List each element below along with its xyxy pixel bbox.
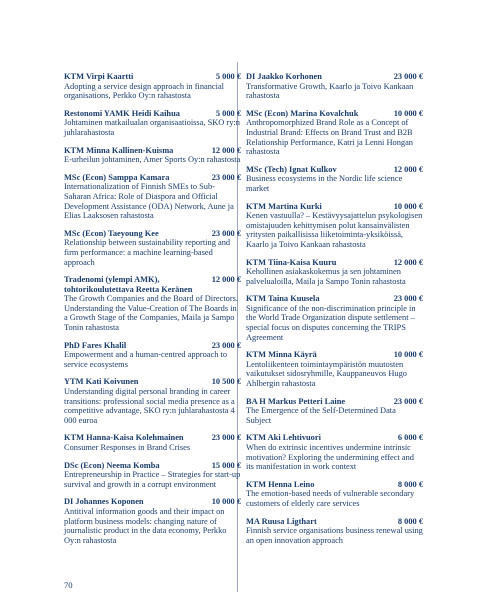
grant-amount: 10 000 € xyxy=(393,108,423,118)
recipient-name: KTM Martina Kurki xyxy=(246,201,322,211)
grant-entry xyxy=(64,461,241,490)
grant-amount: 10 500 € xyxy=(211,377,241,387)
grant-description: Relationship between sustainability reporting and firm performance: a machine learning-based approach xyxy=(64,238,231,267)
grant-entry xyxy=(64,146,241,165)
grant-amount: 10 000 € xyxy=(393,201,423,211)
grant-description: Understanding digital personal branding in career transitions: professional social media presence as a competitive advantage, SKO ry:n juhlarahastosta 4 000 euroa xyxy=(64,387,235,425)
grant-entry xyxy=(64,275,241,333)
grant-entry xyxy=(246,72,423,101)
grant-description: Lentoliikenteen toimintaympäristön muutosten vaikutukset sidosryhmille, Kauppaneuvos Hugo Ahlbergin rahastosta xyxy=(246,359,407,389)
grant-entry xyxy=(246,109,423,157)
recipient-name: MA Ruusa Ligthart xyxy=(246,516,317,526)
recipient-name: KTM Aki Lehtivuori xyxy=(246,433,321,443)
recipient-name: KTM Virpi Kaartti xyxy=(64,72,134,81)
recipient-name: BA H Markus Petteri Laine xyxy=(246,396,346,406)
grant-entry xyxy=(246,517,423,546)
grant-entry xyxy=(64,72,241,101)
grant-entry xyxy=(64,377,241,425)
grant-entry xyxy=(246,433,423,471)
grant-entry xyxy=(64,173,241,221)
grant-description: Anthropomorphized Brand Role as a Concept of Industrial Brand: Effects on Brand Trust and B2B Relationship Performance, Katri ja Lenni Hongan rahastosta xyxy=(246,118,413,157)
left-column xyxy=(64,72,241,545)
recipient-name: DI Johannes Koponen xyxy=(64,497,144,507)
grant-amount: 15 000 € xyxy=(211,460,241,470)
grant-amount: 12 000 € xyxy=(211,145,241,155)
grant-description: Adopting a service design approach in financial organisations, Perkko Oy:n rahastosta xyxy=(64,81,225,101)
recipient-name: KTM Henna Leino xyxy=(246,479,315,489)
grant-amount: 23 000 € xyxy=(211,340,241,350)
grant-entry xyxy=(64,433,241,452)
grant-description: Significance of the non-discrimination principle in the World Trade Organization dispute settlement – special focus on disputes concerning the TRIPS Agreement xyxy=(246,303,416,342)
grant-description: Entrepreneurship in Practice – Strategies for start-up survival and growth in a corrupt environment xyxy=(64,470,241,489)
grant-description: Johtaminen matkailualan organisaatioissa, SKO ry:n juhlarahastosta xyxy=(64,118,240,137)
grant-description: Transformative Growth, Kaarlo ja Toivo Kankaan rahastosta xyxy=(246,81,414,101)
recipient-name: DI Jaakko Korhonen xyxy=(246,72,322,81)
grant-description: E-urheilun johtaminen, Amer Sports Oy:n rahastosta xyxy=(64,155,241,165)
grant-entry xyxy=(246,397,423,426)
recipient-name: DSc (Econ) Neema Komba xyxy=(64,460,160,470)
grant-description: Kenen vastuulla? – Kestävyysajattelun psykologisen omistajuuden kehittymisen polut kansainvälisten yritysten paikallisissa liiketoiminta-yksiköissä, Kaarlo ja Toivo Kankaan rahastosta xyxy=(246,211,423,249)
recipient-name: KTM Minna Kallinen-Kuisma xyxy=(64,145,174,155)
recipient-name: KTM Minna Käyrä xyxy=(246,350,317,360)
grant-description: Business ecosystems in the Nordic life science market xyxy=(246,174,403,193)
grant-entry xyxy=(64,109,241,138)
grant-description: Finnish service organisations business renewal using an open innovation approach xyxy=(246,526,423,545)
grant-amount: 5 000 € xyxy=(215,108,241,118)
grant-entry xyxy=(64,229,241,267)
grant-amount: 12 000 € xyxy=(393,257,423,267)
grant-description: Antitival information goods and their impact on platform business models: changing nature of journalistic product in the data economy, Perkko Oy:n rahastosta xyxy=(64,506,227,545)
recipient-name: MSc (Econ) Marina Kovalchuk xyxy=(246,108,359,118)
grant-description: The Emergence of the Self-Determined Data Subject xyxy=(246,406,396,425)
grant-entry xyxy=(64,497,241,545)
recipient-name: PhD Fares Khalil xyxy=(64,340,127,350)
grant-entry xyxy=(246,480,423,509)
grant-amount: 23 000 € xyxy=(211,228,241,238)
grant-description: Empowerment and a human-centred approach to service ecosystems xyxy=(64,350,228,369)
grant-amount: 12 000 € xyxy=(393,164,423,174)
grant-amount: 23 000 € xyxy=(393,396,423,406)
recipient-name: YTM Kati Koivunen xyxy=(64,377,139,387)
grant-amount: 5 000 € xyxy=(215,72,241,81)
grant-description: Internationalization of Finnish SMEs to Sub-Saharan Africa: Role of Diaspora and Official Development Assistance (ODA) Network, Aune ja Elias Laaksosen rahastosta xyxy=(64,182,234,221)
grant-entry xyxy=(246,258,423,287)
recipient-name: KTM Tiina-Kaisa Kuuru xyxy=(246,257,337,267)
recipient-name: Tradenomi (ylempi AMK), tohtorikoulutettava Reetta Keränen xyxy=(64,275,193,294)
grant-description: When do extrinsic incentives undermine intrinsic motivation? Exploring the undermining effect and its manifestation in work context xyxy=(246,443,414,472)
recipient-name: KTM Hanna-Kaisa Kolehmainen xyxy=(64,433,184,443)
grant-amount: 10 000 € xyxy=(393,350,423,360)
recipient-name: KTM Taina Kuusela xyxy=(246,294,320,304)
grant-description: Consumer Responses in Brand Crises xyxy=(64,443,191,452)
right-column xyxy=(246,72,423,545)
grant-amount: 12 000 € xyxy=(211,275,241,285)
grant-amount: 23 000 € xyxy=(393,72,423,81)
recipient-name: Restonomi YAMK Heidi Kaihua xyxy=(64,108,180,118)
recipient-name: MSc (Econ) Samppa Kamara xyxy=(64,172,170,182)
grant-entry xyxy=(246,165,423,194)
grant-amount: 8 000 € xyxy=(397,516,423,526)
grant-entry xyxy=(64,341,241,370)
grant-amount: 23 000 € xyxy=(211,172,241,182)
recipient-name: MSc (Tech) Ignat Kulkov xyxy=(246,164,337,174)
grant-amount: 10 000 € xyxy=(211,497,241,507)
grant-description: The emotion-based needs of vulnerable secondary customers of elderly care services xyxy=(246,489,415,508)
page-number: 70 xyxy=(64,580,73,590)
grant-entry xyxy=(246,294,423,342)
grant-description: Kehollinen asiakaskokemus ja sen johtaminen palvelualoilla, Maila ja Sampo Tonin rahastosta xyxy=(246,267,406,286)
recipient-name: MSc (Econ) Taeyoung Kee xyxy=(64,228,159,238)
grant-amount: 6 000 € xyxy=(397,433,423,443)
grant-amount: 23 000 € xyxy=(211,433,241,443)
grant-description: The Growth Companies and the Board of Directors. Understanding the Value-Creation of The Boards in a Growth Stage of the Companies, Maila ja Sampo Tonin rahastosta xyxy=(64,294,238,333)
grant-amount: 8 000 € xyxy=(397,479,423,489)
grant-amount: 23 000 € xyxy=(393,294,423,304)
grant-entry xyxy=(246,202,423,250)
grant-entry xyxy=(246,350,423,388)
